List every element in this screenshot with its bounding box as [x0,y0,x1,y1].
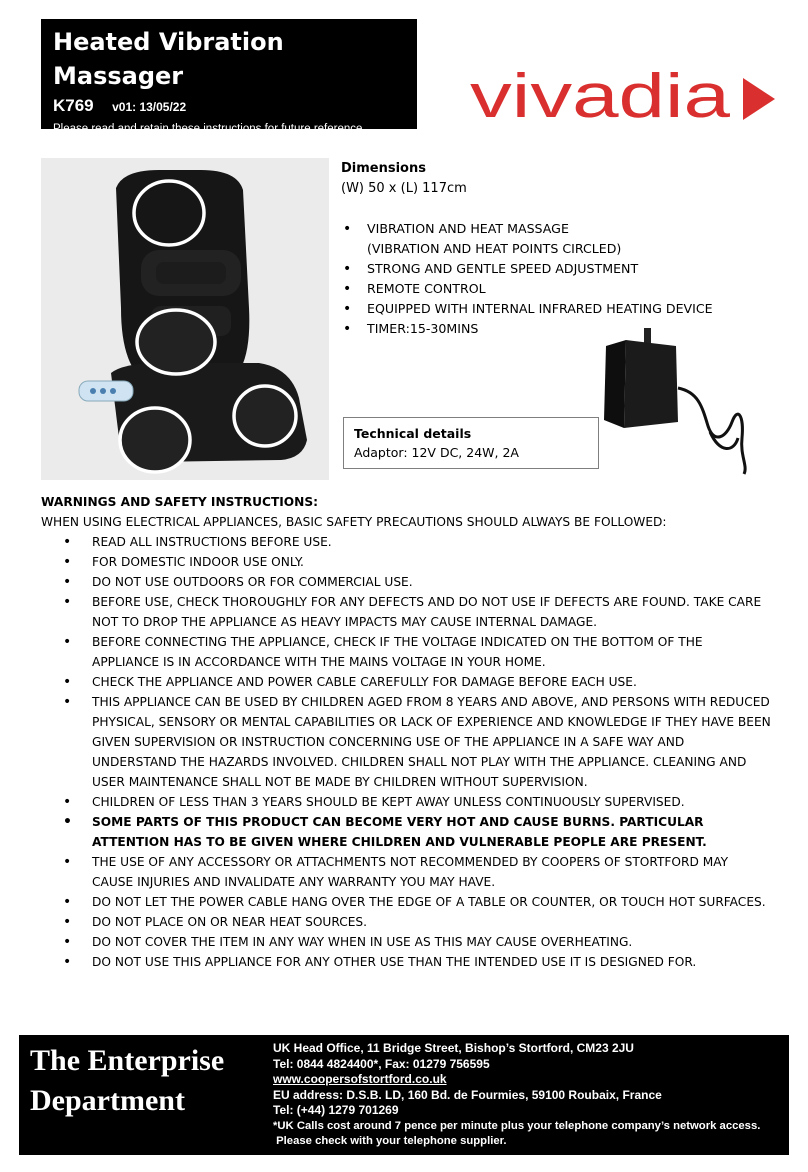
title-block [41,19,417,135]
warning-item-burns: • SOME PARTS OF THIS PRODUCT CAN BECOME VERY HOT AND CAUSE BURNS. PARTICULAR ATTENTION HAS TO BE GIVEN WHERE CHILDREN AND VULNERABLE PEOPLE ARE PRESENT. [41,812,771,852]
warning-item: • DO NOT LET THE POWER CABLE HANG OVER THE EDGE OF A TABLE OR COUNTER, OR TOUCH HOT SURFACES. [41,892,771,912]
document-title: Heated Vibration Massager [53,28,284,90]
warning-item: • CHILDREN OF LESS THAN 3 YEARS SHOULD BE KEPT AWAY UNLESS CONTINUOUSLY SUPERVISED. [41,792,771,812]
dimensions-value: (W) 50 x (L) 117cm [341,181,467,196]
feature-item: • EQUIPPED WITH INTERNAL INFRARED HEATING DEVICE [341,299,713,319]
warning-item: • DO NOT COVER THE ITEM IN ANY WAY WHEN IN USE AS THIS MAY CAUSE OVERHEATING. [41,932,771,952]
dimensions-heading: Dimensions [341,161,426,176]
warning-item: • BEFORE CONNECTING THE APPLIANCE, CHECK IF THE VOLTAGE INDICATED ON THE BOTTOM OF THE APPLIANCE IS IN ACCORDANCE WITH THE MAINS VOLTAGE IN YOUR HOME. [41,632,771,672]
logo-arrow-icon [743,78,775,120]
massager-seat-image [41,158,329,480]
warnings-list [41,532,771,972]
code-line [53,94,405,119]
warning-item: • DO NOT USE THIS APPLIANCE FOR ANY OTHER USE THAN THE INTENDED USE IT IS DESIGNED FOR. [41,952,771,972]
feature-subnote: (VIBRATION AND HEAT POINTS CIRCLED) [367,241,622,256]
remote-control-icon [79,381,133,401]
technical-heading: Technical details [354,426,472,441]
office-address: UK Head Office, 11 Bridge Street, Bishop’s Stortford, CM23 2JU [273,1041,634,1055]
warning-item: • BEFORE USE, CHECK THOROUGHLY FOR ANY DEFECTS AND DO NOT USE IF DEFECTS ARE FOUND. TAKE CARE NOT TO DROP THE APPLIANCE AS HEAVY IMPACTS MAY CAUSE INTERNAL DAMAGE. [41,592,771,632]
supplier-note: Please check with your telephone supplier. [273,1134,507,1147]
warnings-section [41,492,771,972]
retain-note: Please read and retain these instructions for future reference [53,123,363,135]
power-adapter-image [598,326,758,481]
warnings-intro: WHEN USING ELECTRICAL APPLIANCES, BASIC SAFETY PRECAUTIONS SHOULD ALWAYS BE FOLLOWED: [41,515,667,529]
version-date: v01: 13/05/22 [112,100,187,114]
dimensions-block [341,159,467,199]
warning-item: • CHECK THE APPLIANCE AND POWER CABLE CAREFULLY FOR DAMAGE BEFORE EACH USE. [41,672,771,692]
warnings-heading: WARNINGS AND SAFETY INSTRUCTIONS: [41,495,319,509]
eu-phone: Tel: (+44) 1279 701269 [273,1103,399,1117]
feature-item: • TIMER:15-30MINS [341,319,713,339]
technical-details-box [343,417,599,469]
footer-bar [19,1035,789,1155]
warning-item: • DO NOT PLACE ON OR NEAR HEAT SOURCES. [41,912,771,932]
feature-item: • VIBRATION AND HEAT MASSAGE [341,219,713,239]
phone-fax: Tel: 0844 4824400*, Fax: 01279 756595 [273,1056,490,1071]
feature-item: • STRONG AND GENTLE SPEED ADJUSTMENT [341,259,713,279]
call-cost-note: *UK Calls cost around 7 pence per minute plus your telephone company’s network access. [273,1119,761,1132]
brand-name: vivadia [470,62,731,126]
eu-address: EU address: D.S.B. LD, 160 Bd. de Fourmies, 59100 Roubaix, France [273,1087,662,1102]
product-code: K769 [53,96,94,115]
warning-item: • DO NOT USE OUTDOORS OR FOR COMMERCIAL USE. [41,572,771,592]
brand-logo [470,62,775,131]
technical-value: Adaptor: 12V DC, 24W, 2A [354,445,519,460]
website-link[interactable]: www.coopersofstortford.co.uk [273,1072,447,1086]
warning-item: • FOR DOMESTIC INDOOR USE ONLY. [41,552,771,572]
warning-item: • THIS APPLIANCE CAN BE USED BY CHILDREN AGED FROM 8 YEARS AND ABOVE, AND PERSONS WITH REDUCED PHYSICAL, SENSORY OR MENTAL CAPABILITIES OR LACK OF EXPERIENCE AND KNOWLEDGE IF THEY HAVE BEEN GIVEN SUPERVISION OR INSTRUCTION CONCERNING USE OF THE APPLIANCE IN A SAFE WAY AND UNDERSTAND THE HAZARDS INVOLVED. CHILDREN SHALL NOT PLAY WITH THE APPLIANCE. CLEANING AND USER MAINTENANCE SHALL NOT BE MADE BY CHILDREN WITHOUT SUPERVISION. [41,692,771,792]
feature-list [341,219,713,339]
contact-info [273,1041,760,1149]
warning-item: • READ ALL INSTRUCTIONS BEFORE USE. [41,532,771,552]
feature-item: • REMOTE CONTROL [341,279,713,299]
department-name: The Enterprise Department [30,1044,225,1117]
warning-item: • THE USE OF ANY ACCESSORY OR ATTACHMENTS NOT RECOMMENDED BY COOPERS OF STORTFORD MAY CAUSE INJURIES AND INVALIDATE ANY WARRANTY YOU MAY HAVE. [41,852,771,892]
